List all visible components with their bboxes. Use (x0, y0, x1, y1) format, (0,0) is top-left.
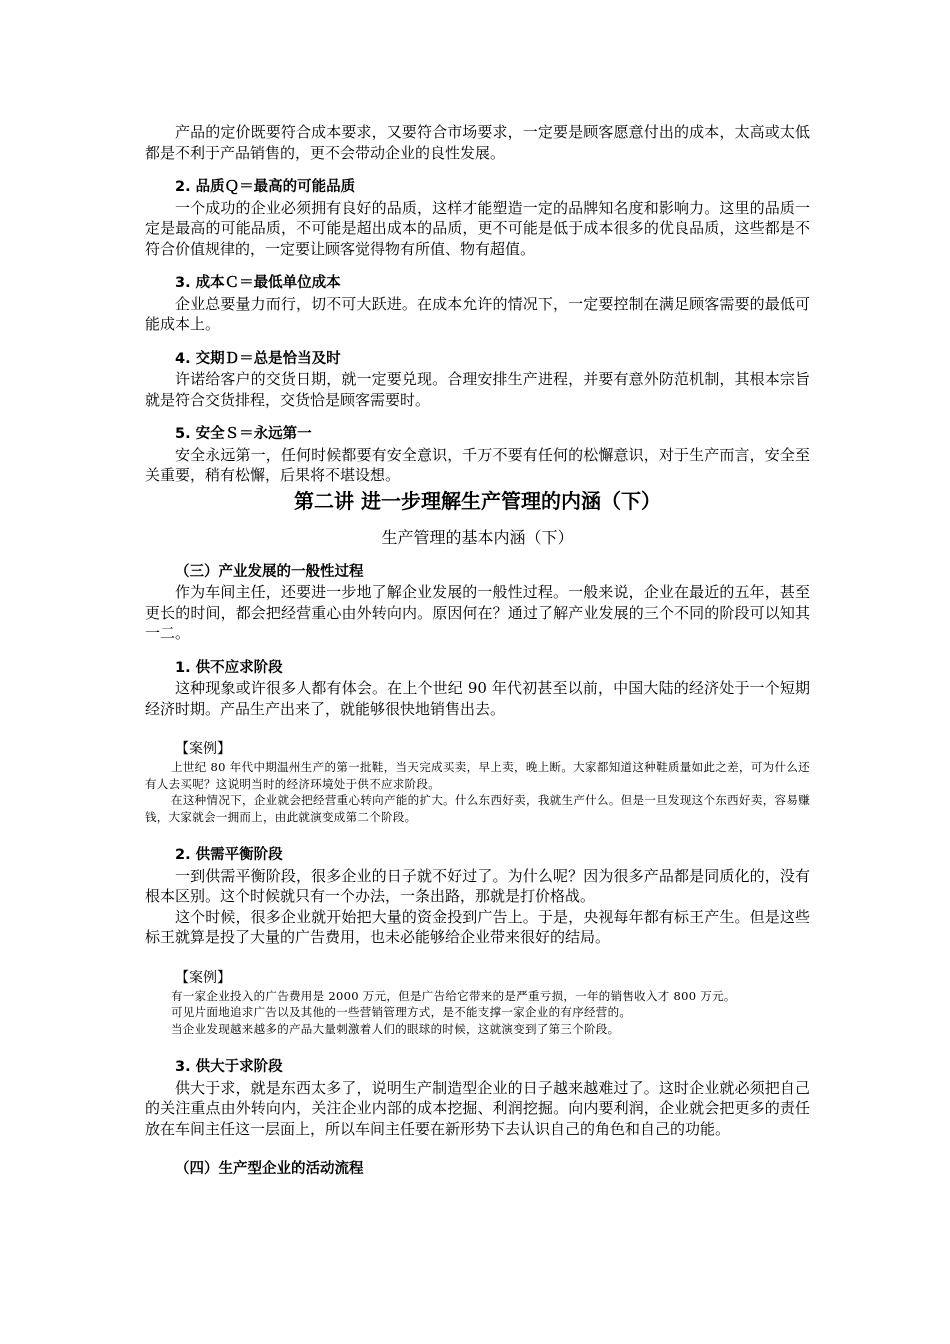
paragraph: 作为车间主任，还要进一步地了解企业发展的一般性过程。一般来说，企业在最近的五年，甚至更长的时间，都会把经营重心由外转向内。原因何在？通过了解产业发展的三个不同的阶段可以知其一二。 (145, 583, 810, 642)
case-label: 【案例】 (175, 741, 231, 757)
paragraph: 企业总要量力而行，切不可大跃进。在成本允许的情况下，一定要控制在满足顾客需要的最低可能成本上。 (145, 294, 810, 333)
case-text: 有一家企业投入的广告费用是 2000 万元，但是广告给它带来的是严重亏损，一年的销售收入才 800 万元。 (171, 988, 736, 1003)
paragraph: 许诺给客户的交货日期，就一定要兑现。合理安排生产进程，并要有意外防范机制，其根本宗旨就是符合交货排程，交货恰是顾客需要时。 (145, 370, 810, 409)
paragraph: 一个成功的企业必须拥有良好的品质，这样才能塑造一定的品牌知名度和影响力。这里的品质一定是最高的可能品质，不可能是超出成本的品质，更不可能是低于成本很多的优良品质，这些都是不符合价值规律的，一定要让顾客觉得物有所值、物有超值。 (145, 198, 810, 258)
section-heading: 5. 安全Ｓ＝永远第一 (175, 426, 312, 442)
case-text: 当企业发现越来越多的产品大量刺激着人们的眼球的时候，这就演变到了第三个阶段。 (171, 1021, 620, 1036)
paragraph: 这种现象或许很多人都有体会。在上个世纪 90 年代初甚至以前，中国大陆的经济处于一个短期经济时期。产品生产出来了，就能够很快地销售出去。 (145, 679, 810, 718)
case-text: 上世纪 80 年代中期温州生产的第一批鞋，当天完成买卖，早上卖，晚上断。大家都知道这种鞋质量如此之差，可为什么还有人去买呢？这说明当时的经济环境处于供不应求阶段。 (145, 760, 810, 791)
section-heading: 2. 品质Ｑ＝最高的可能品质 (175, 179, 356, 195)
case-text: 可见片面地追求广告以及其他的一些营销管理方式，是不能支撑一家企业的有序经营的。 (171, 1005, 632, 1019)
paragraph: 供大于求，就是东西太多了，说明生产制造型企业的日子越来越难过了。这时企业就必须把自己的关注重点由外转向内，关注企业内部的成本挖掘、利润挖掘。向内要利润，企业就会把更多的责任放在车间主任这一层面上，所以车间主任要在新形势下去认识自己的角色和自己的功能。 (145, 1078, 810, 1138)
document-page (145, 122, 810, 1180)
paragraph: 这个时候，很多企业就开始把大量的资金投到广告上。于是，央视每年都有标王产生。但是这些标王就算是投了大量的广告费用，也未必能够给企业带来很好的结局。 (145, 907, 810, 946)
section-heading: 1. 供不应求阶段 (175, 659, 283, 676)
paragraph: 安全永远第一，任何时候都要有安全意识，千万不要有任何的松懈意识，对于生产而言，安全至关重要，稍有松懈，后果将不堪设想。 (145, 445, 810, 484)
lecture-subtitle: 生产管理的基本内涵（下） (381, 527, 574, 547)
lecture-title: 第二讲 进一步理解生产管理的内涵（下） (294, 488, 661, 513)
section-heading: 2. 供需平衡阶段 (175, 847, 283, 863)
paragraph: 一到供需平衡阶段，很多企业的日子就不好过了。为什么呢？因为很多产品都是同质化的，没有根本区别。这个时候就只有一个办法，一条出路，那就是打价格战。 (145, 866, 810, 905)
section-heading: 3. 成本Ｃ＝最低单位成本 (175, 275, 341, 291)
section-heading: 3. 供大于求阶段 (175, 1059, 283, 1075)
paragraph: 产品的定价既要符合成本要求，又要符合市场要求，一定要是顾客愿意付出的成本，太高或太低都是不利于产品销售的，更不会带动企业的良性发展。 (145, 123, 810, 162)
section-heading: （四）生产型企业的活动流程 (175, 1161, 364, 1177)
case-text: 在这种情况下，企业就会把经营重心转向产能的扩大。什么东西好卖，我就生产什么。但是一旦发现这个东西好卖，容易赚钱，大家就会一拥而上，由此就演变成第二个阶段。 (145, 793, 810, 824)
section-heading: 4. 交期Ｄ＝总是恰当及时 (175, 350, 341, 367)
case-label: 【案例】 (175, 969, 231, 986)
section-heading: （三）产业发展的一般性过程 (175, 563, 364, 580)
